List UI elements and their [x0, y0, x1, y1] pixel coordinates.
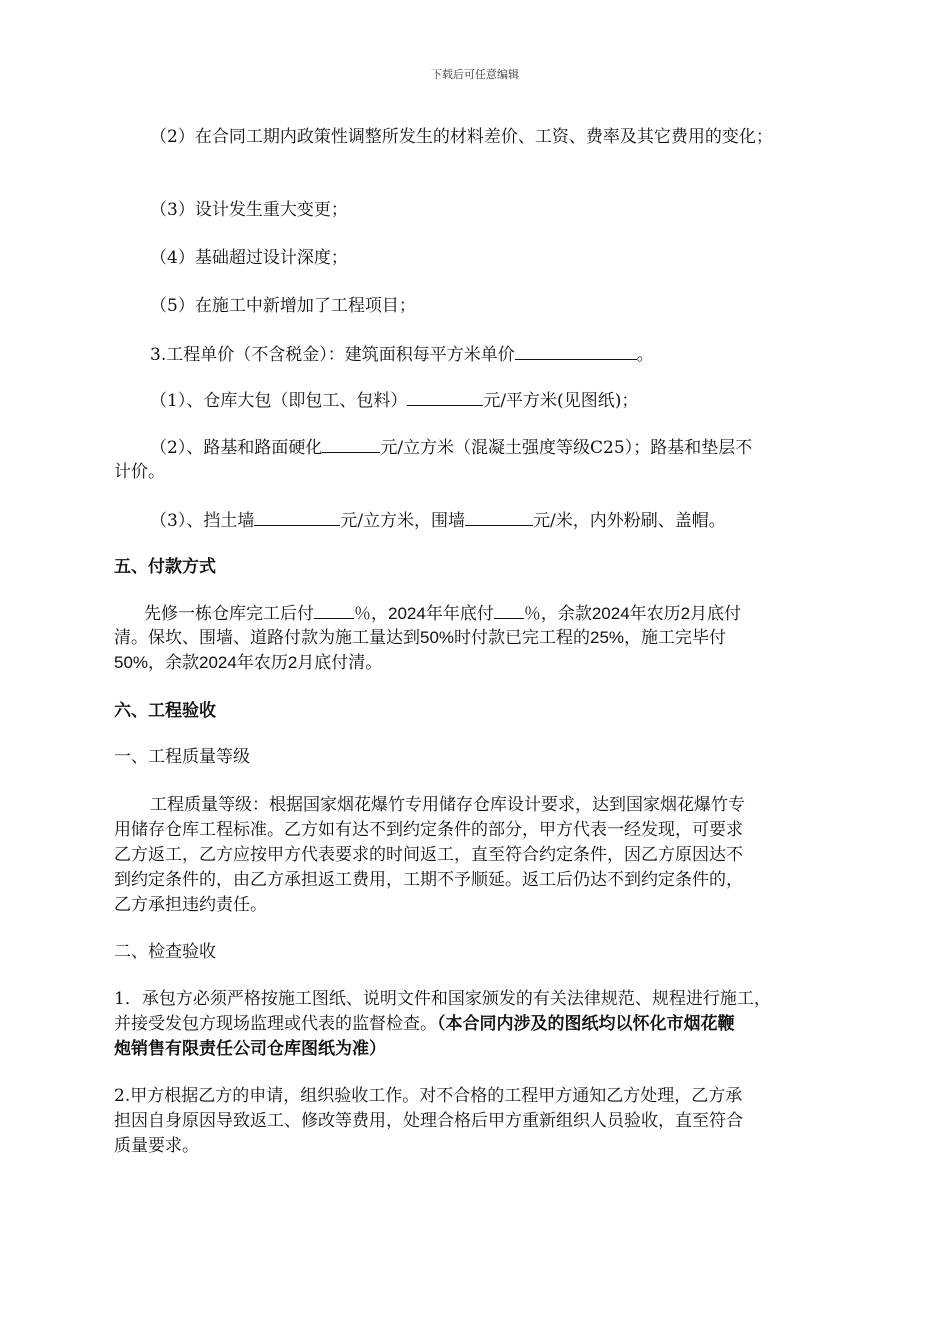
item-3: （3）设计发生重大变更； [150, 200, 348, 220]
quality-line-3: 乙方返工，乙方应按甲方代表要求的时间返工，直至符合约定条件，因乙方原因达不 [114, 845, 743, 865]
quality-line-1: 工程质量等级：根据国家烟花爆竹专用储存仓库设计要求，达到国家烟花爆竹专 [150, 795, 745, 815]
blank-field [494, 601, 524, 619]
clause-2-line-2: 担因自身原因导致返工、修改等费用，处理合格后甲方重新组织人员验收，直至符合 [114, 1111, 743, 1131]
quality-line-2: 用储存仓库工程标准。乙方如有达不到约定条件的部分，甲方代表一经发现，可要求 [114, 820, 743, 840]
unit-price-item-1: （1）、仓库大包（即包工、包料） 元/平方米(见图纸)； [114, 388, 834, 413]
clause-2-line-1: 2.甲方根据乙方的申请，组织验收工作。对不合格的工程甲方通知乙方处理，乙方承 [114, 1086, 743, 1106]
item-2: （2）在合同工期内政策性调整所发生的材料差价、工资、费率及其它费用的变化； [150, 127, 773, 147]
unit-price-heading: 3.工程单价（不含税金）：建筑面积每平方米单价 。 [114, 342, 834, 367]
unit-price-item-2: （2）、路基和路面硬化 元/立方米（混凝土强度等级C25）；路基和垫层不 [114, 435, 834, 460]
blank-field [322, 435, 380, 453]
quality-line-5: 乙方承担违约责任。 [114, 895, 267, 915]
quality-line-4: 到约定条件的，由乙方承担返工费用，工期不予顺延。返工后仍达不到约定条件的， [114, 870, 743, 890]
item-5: （5）在施工中新增加了工程项目； [150, 296, 416, 316]
section-title-acceptance: 六、工程验收 [114, 701, 216, 720]
unit-price-item-3: （3）、挡土墙 元/立方米，围墙 元/米，内外粉刷、盖帽。 [114, 508, 834, 533]
blank-field [314, 601, 354, 619]
page-header: 下载后可任意编辑 [431, 68, 519, 81]
clause-1-line-1: 1．承包方必须严格按施工图纸、说明文件和国家颁发的有关法律规范、规程进行施工， [114, 989, 771, 1009]
clause-1-line-3: 炮销售有限责任公司仓库图纸为准） [114, 1039, 386, 1058]
blank-field [515, 342, 637, 360]
payment-line-3: 50%，余款2024年农历2月底付清。 [114, 653, 383, 672]
subsection-quality-grade: 一、工程质量等级 [114, 747, 250, 767]
blank-field [465, 508, 533, 526]
blank-field [407, 388, 483, 406]
subsection-inspection: 二、检查验收 [114, 942, 216, 962]
blank-field [254, 508, 340, 526]
payment-line-2: 清。保坎、围墙、道路付款为施工量达到50%时付款已完工程的25%，施工完毕付 [114, 628, 727, 647]
section-title-payment: 五、付款方式 [114, 557, 216, 576]
payment-line-1: 先修一栋仓库完工后付 ％，2024年年底付 ％，余款2024年农历2月底付 [114, 601, 834, 626]
unit-price-item-2-cont: 计价。 [114, 462, 165, 482]
clause-2-line-3: 质量要求。 [114, 1136, 199, 1156]
clause-1-line-2: 并接受发包方现场监理或代表的监督检查。（本合同内涉及的图纸均以怀化市烟花鞭 [114, 1014, 735, 1034]
item-4: （4）基础超过设计深度； [150, 248, 348, 268]
